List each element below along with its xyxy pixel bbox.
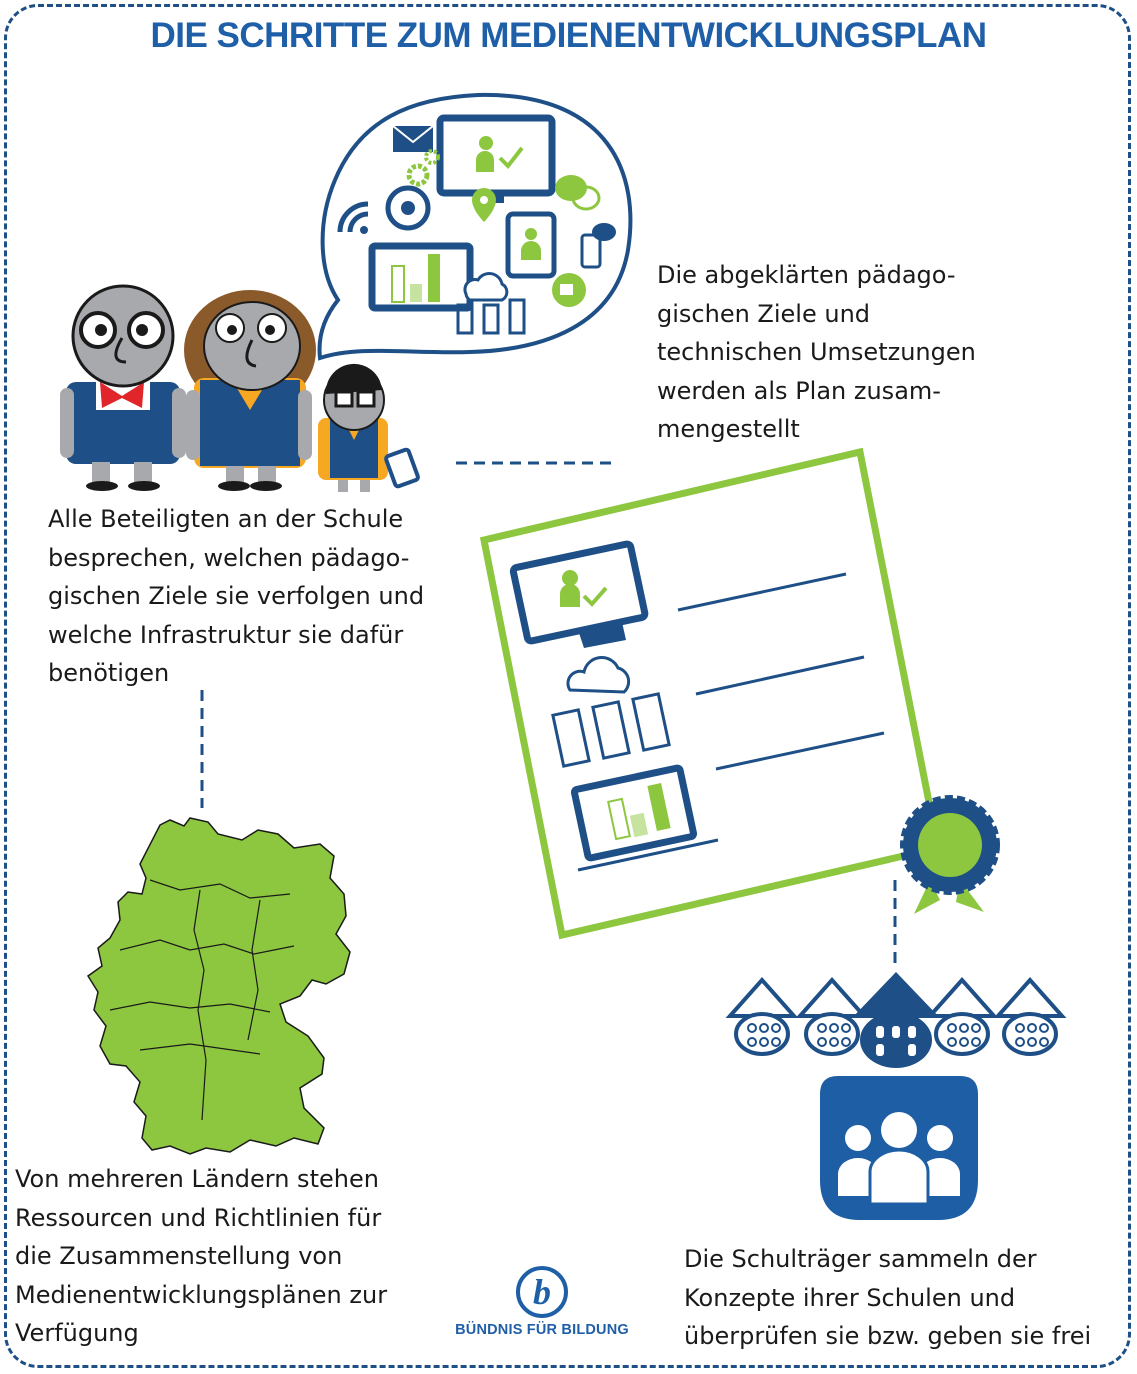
school-houses-icon bbox=[730, 972, 1062, 1068]
states-line: Medienentwicklungsplänen zur bbox=[15, 1280, 388, 1309]
carriers-line: überprüfen sie bzw. geben sie frei bbox=[684, 1322, 1092, 1350]
states-line: Von mehreren Ländern stehen bbox=[15, 1165, 379, 1193]
plan-line: gischen Ziele und bbox=[657, 299, 871, 328]
states-line: Verfügung bbox=[15, 1319, 139, 1347]
plan-line: werden als Plan zusam- bbox=[657, 376, 941, 405]
plan-document-icon bbox=[484, 452, 938, 935]
plan-line: mengestellt bbox=[657, 415, 800, 443]
plan-line: technischen Umsetzungen bbox=[657, 338, 976, 366]
discussion-line: Alle Beteiligten an der Schule bbox=[48, 505, 404, 533]
carriers-line: Die Schulträger sammeln der bbox=[684, 1245, 1037, 1273]
logo-icon bbox=[518, 1268, 566, 1316]
carriers-line: Konzepte ihrer Schulen und bbox=[684, 1283, 1016, 1312]
discussion-line: besprechen, welchen pädago- bbox=[48, 543, 410, 572]
logo-text: BÜNDNIS FÜR BILDUNG bbox=[455, 1322, 629, 1338]
states-line: die Zusammenstellung von bbox=[15, 1242, 343, 1270]
discussion-line: gischen Ziele sie verfolgen und bbox=[48, 582, 425, 610]
plan-line: Die abgeklärten pädago- bbox=[657, 261, 956, 289]
seal-icon bbox=[903, 798, 997, 914]
page-title: DIE SCHRITTE ZUM MEDIENENTWICKLUNGSPLAN bbox=[150, 16, 987, 55]
group-icon bbox=[820, 1076, 978, 1220]
logo-letter: b bbox=[533, 1272, 551, 1312]
discussion-line: welche Infrastruktur sie dafür bbox=[48, 620, 404, 649]
discussion-line: benötigen bbox=[48, 659, 170, 687]
speech-bubble-media-icons bbox=[320, 95, 631, 358]
states-line: Ressourcen und Richtlinien für bbox=[15, 1203, 382, 1232]
germany-map bbox=[88, 818, 350, 1154]
